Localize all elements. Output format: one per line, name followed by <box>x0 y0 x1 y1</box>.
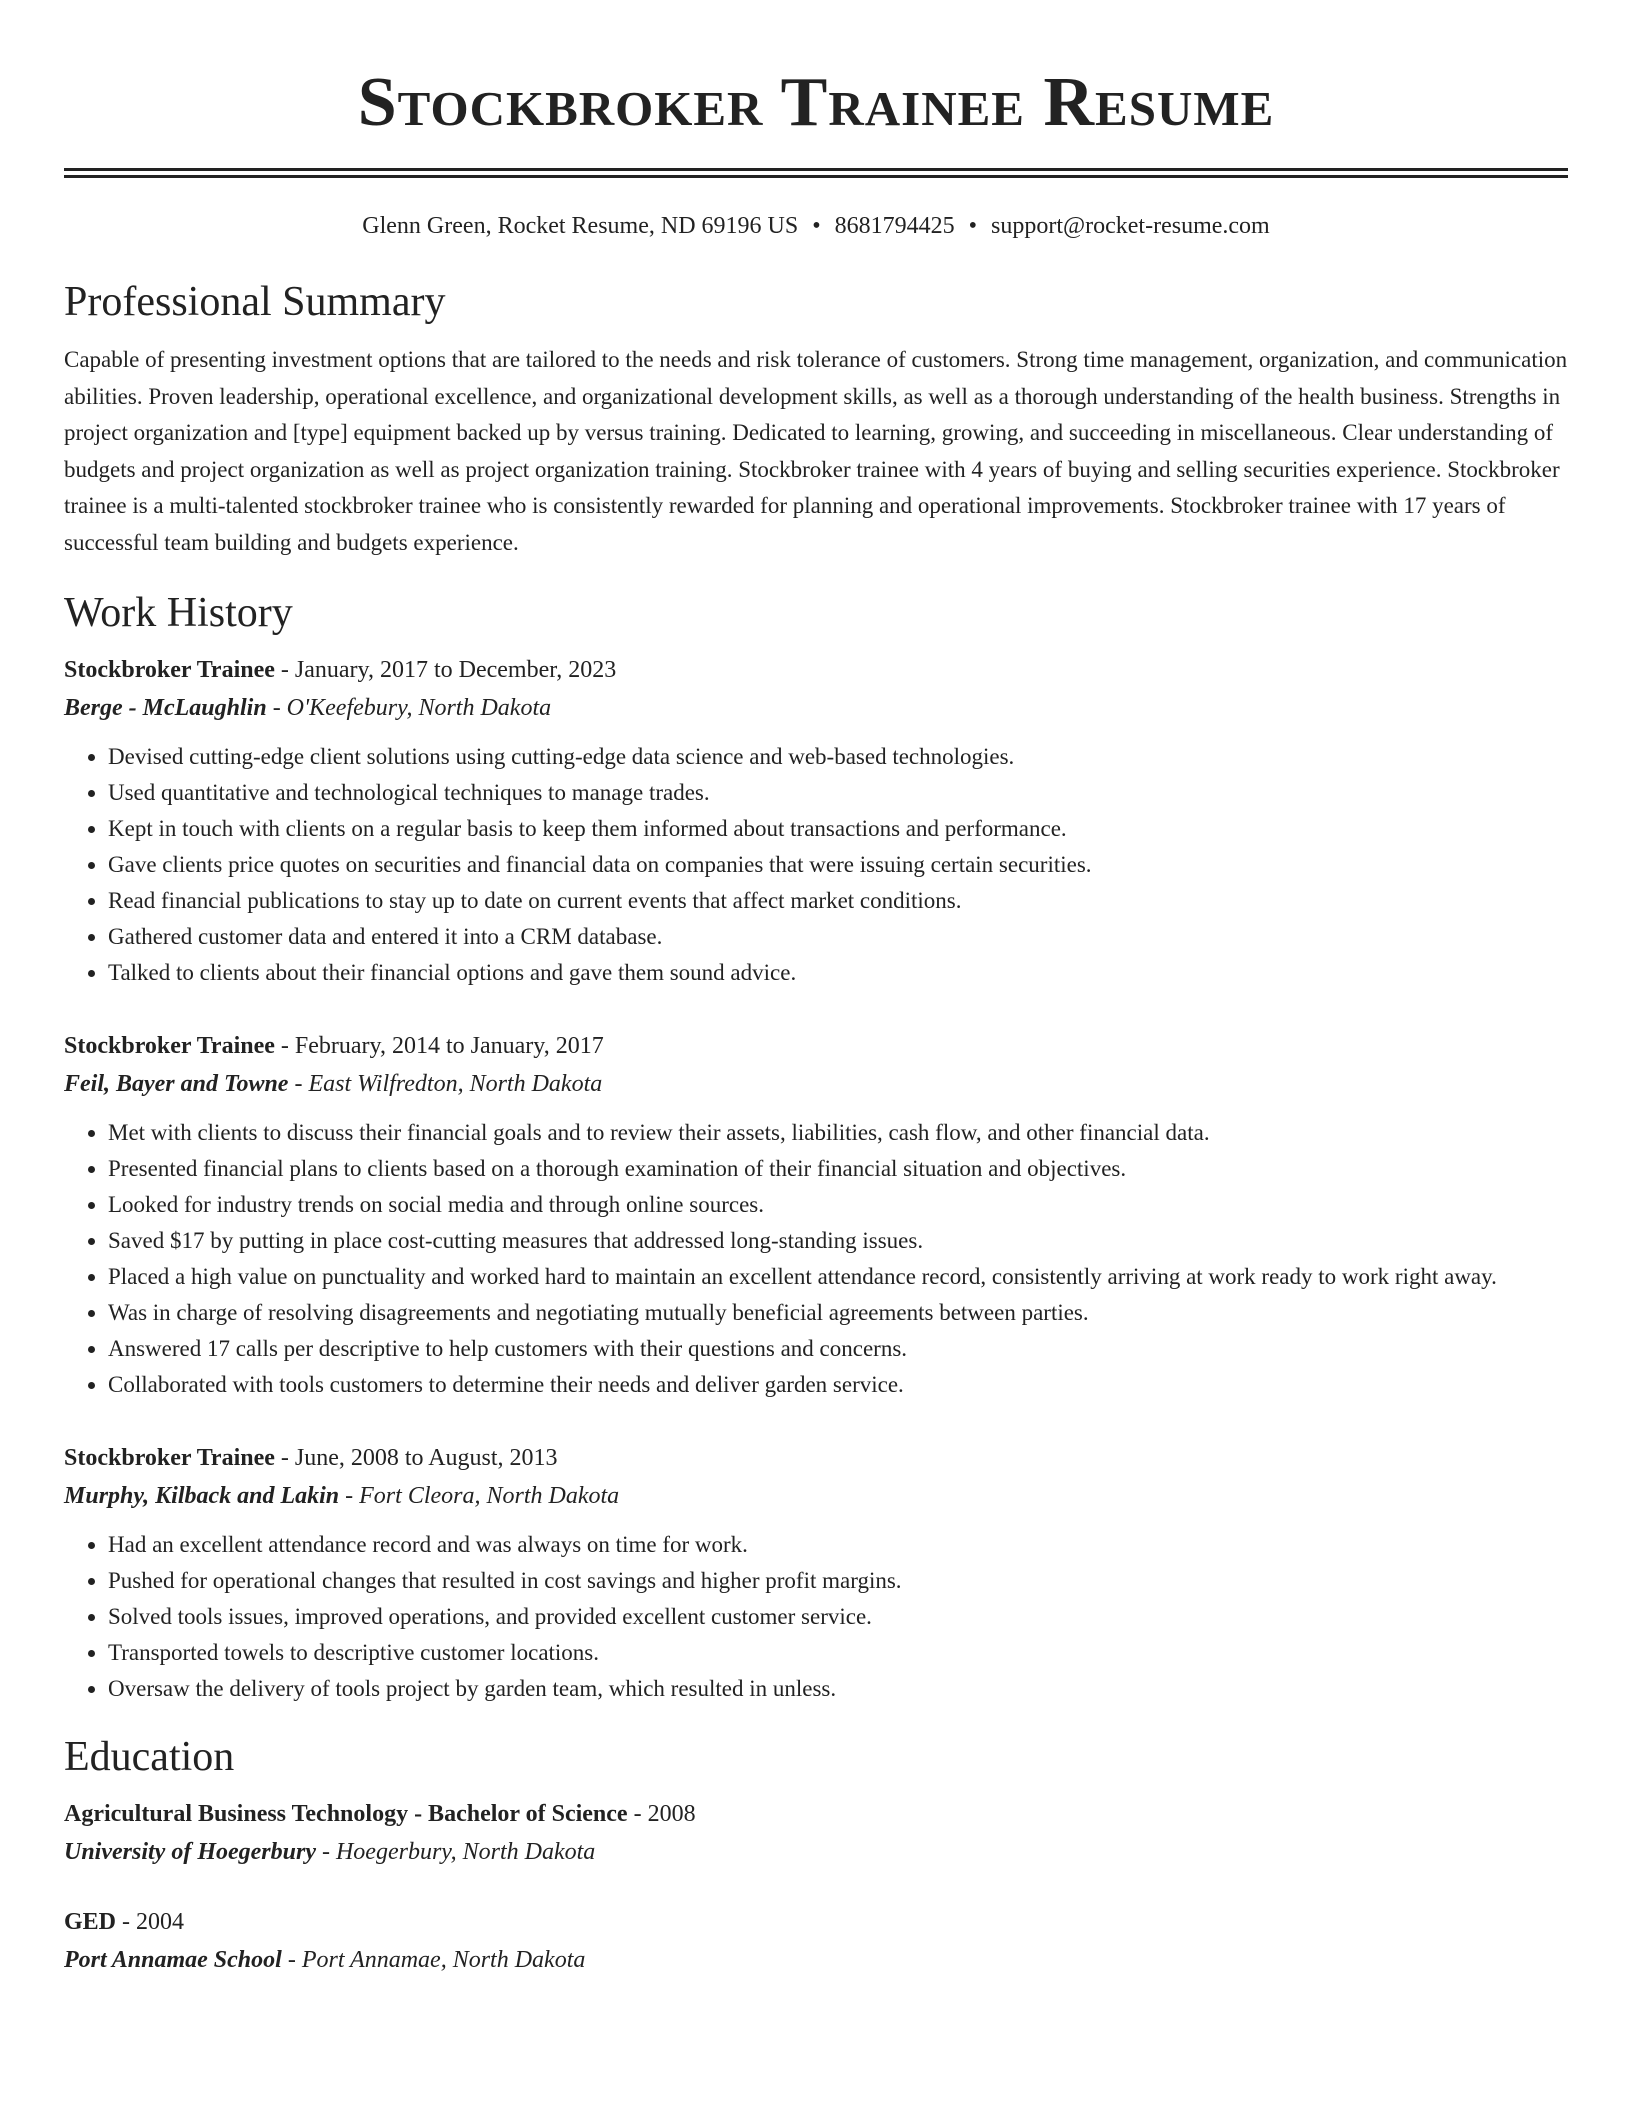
job-company-line <box>64 1477 1568 1515</box>
education-heading: Education <box>64 1734 235 1780</box>
education-entry <box>64 1795 1568 1871</box>
job-entry <box>64 1027 1568 1403</box>
contact-email: support@rocket-resume.com <box>991 213 1270 239</box>
list-item: • Presented financial plans to clients based on a thorough examination of their financial situation and objectives. <box>108 1151 1568 1187</box>
list-item: • Oversaw the delivery of tools project by garden team, which resulted in unless. <box>108 1671 1568 1707</box>
list-item: • Gathered customer data and entered it into a CRM database. <box>108 919 1568 955</box>
job-company-line <box>64 1065 1568 1103</box>
list-item: • Pushed for operational changes that resulted in cost savings and higher profit margins. <box>108 1563 1568 1599</box>
job-duties-list <box>64 1527 1568 1707</box>
list-item: • Transported towels to descriptive customer locations. <box>108 1635 1568 1671</box>
list-item: • Solved tools issues, improved operations, and provided excellent customer service. <box>108 1599 1568 1635</box>
education-location: - Hoegerbury, North Dakota <box>315 1839 596 1865</box>
list-item: • Looked for industry trends on social media and through online sources. <box>108 1187 1568 1223</box>
job-entry <box>64 651 1568 991</box>
education-location: - Port Annamae, North Dakota <box>281 1947 586 1973</box>
contact-separator: • <box>812 213 821 239</box>
education-school-line <box>64 1941 1568 1979</box>
job-location: - Fort Cleora, North Dakota <box>339 1483 620 1509</box>
list-item: • Placed a high value on punctuality and worked hard to maintain an excellent attendance record, consistently arriving at work ready to work right away. <box>108 1259 1568 1295</box>
job-dates: - February, 2014 to January, 2017 <box>274 1033 604 1059</box>
list-item: • Gave clients price quotes on securities and financial data on companies that were issuing certain securities. <box>108 847 1568 883</box>
education-year: - 2004 <box>116 1909 185 1935</box>
job-company: Berge - McLaughlin <box>64 695 267 721</box>
education-degree-line <box>64 1903 1568 1941</box>
page-title: Stockbroker Trainee Resume <box>357 64 1275 141</box>
job-location: - O'Keefebury, North Dakota <box>266 695 552 721</box>
list-item: • Had an excellent attendance record and was always on time for work. <box>108 1527 1568 1563</box>
job-role: Stockbroker Trainee <box>64 657 275 683</box>
title-divider <box>64 168 1568 178</box>
list-item: • Answered 17 calls per descriptive to help customers with their questions and concerns. <box>108 1331 1568 1367</box>
job-dates: - June, 2008 to August, 2013 <box>274 1445 558 1471</box>
contact-address: Glenn Green, Rocket Resume, ND 69196 US <box>362 213 799 239</box>
job-title-line <box>64 1027 1568 1065</box>
job-role: Stockbroker Trainee <box>64 1033 275 1059</box>
job-location: - East Wilfredton, North Dakota <box>288 1071 603 1097</box>
job-title-line <box>64 651 1568 689</box>
job-company: Murphy, Kilback and Lakin <box>64 1483 340 1509</box>
job-duties-list <box>64 1115 1568 1403</box>
education-school: University of Hoegerbury <box>64 1839 316 1865</box>
job-role: Stockbroker Trainee <box>64 1445 275 1471</box>
contact-separator: • <box>968 213 978 239</box>
education-degree: GED <box>64 1909 117 1935</box>
education-degree: Agricultural Business Technology - Bachelor of Science <box>64 1801 628 1827</box>
education-year: - 2008 <box>627 1801 696 1827</box>
list-item: • Devised cutting-edge client solutions using cutting-edge data science and web-based technologies. <box>108 739 1568 775</box>
list-item: • Collaborated with tools customers to determine their needs and deliver garden service. <box>108 1367 1568 1403</box>
education-degree-line <box>64 1795 1568 1833</box>
list-item: • Kept in touch with clients on a regular basis to keep them informed about transactions and performance. <box>108 811 1568 847</box>
job-duties-list <box>64 739 1568 991</box>
list-item: • Met with clients to discuss their financial goals and to review their assets, liabilities, cash flow, and other financial data. <box>108 1115 1568 1151</box>
work-history-heading: Work History <box>64 590 293 636</box>
job-entry <box>64 1439 1568 1707</box>
education-school-line <box>64 1833 1568 1871</box>
job-title-line <box>64 1439 1568 1477</box>
contact-phone: 8681794425 <box>834 213 955 239</box>
job-company-line <box>64 689 1568 727</box>
list-item: • Saved $17 by putting in place cost-cutting measures that addressed long-standing issues. <box>108 1223 1568 1259</box>
job-company: Feil, Bayer and Towne <box>64 1071 289 1097</box>
list-item: • Read financial publications to stay up to date on current events that affect market conditions. <box>108 883 1568 919</box>
summary-text: Capable of presenting investment options that are tailored to the needs and risk tolerance of customers. Strong time management, organization, and communication abilities. Proven leadership, operational excellence, and organizational development skills, as well as a thorough understanding of the health business. Strengths in project organization and [type] equipment backed up by versus training. Dedicated to learning, growing, and succeeding in miscellaneous. Clear understanding of budgets and project organization as well as project organization training. Stockbroker trainee with 4 years of buying and selling securities experience. Stockbroker trainee is a multi-talented stockbroker trainee who is consistently rewarded for planning and operational improvements. Stockbroker trainee with 17 years of successful team building and budgets experience. <box>64 347 1568 555</box>
education-entry <box>64 1903 1568 1979</box>
list-item: • Used quantitative and technological techniques to manage trades. <box>108 775 1568 811</box>
education-school: Port Annamae School <box>64 1947 282 1973</box>
list-item: • Was in charge of resolving disagreements and negotiating mutually beneficial agreements between parties. <box>108 1295 1568 1331</box>
job-dates: - January, 2017 to December, 2023 <box>274 657 617 683</box>
summary-heading: Professional Summary <box>64 279 446 325</box>
contact-line <box>64 208 1568 244</box>
list-item: • Talked to clients about their financial options and gave them sound advice. <box>108 955 1568 991</box>
